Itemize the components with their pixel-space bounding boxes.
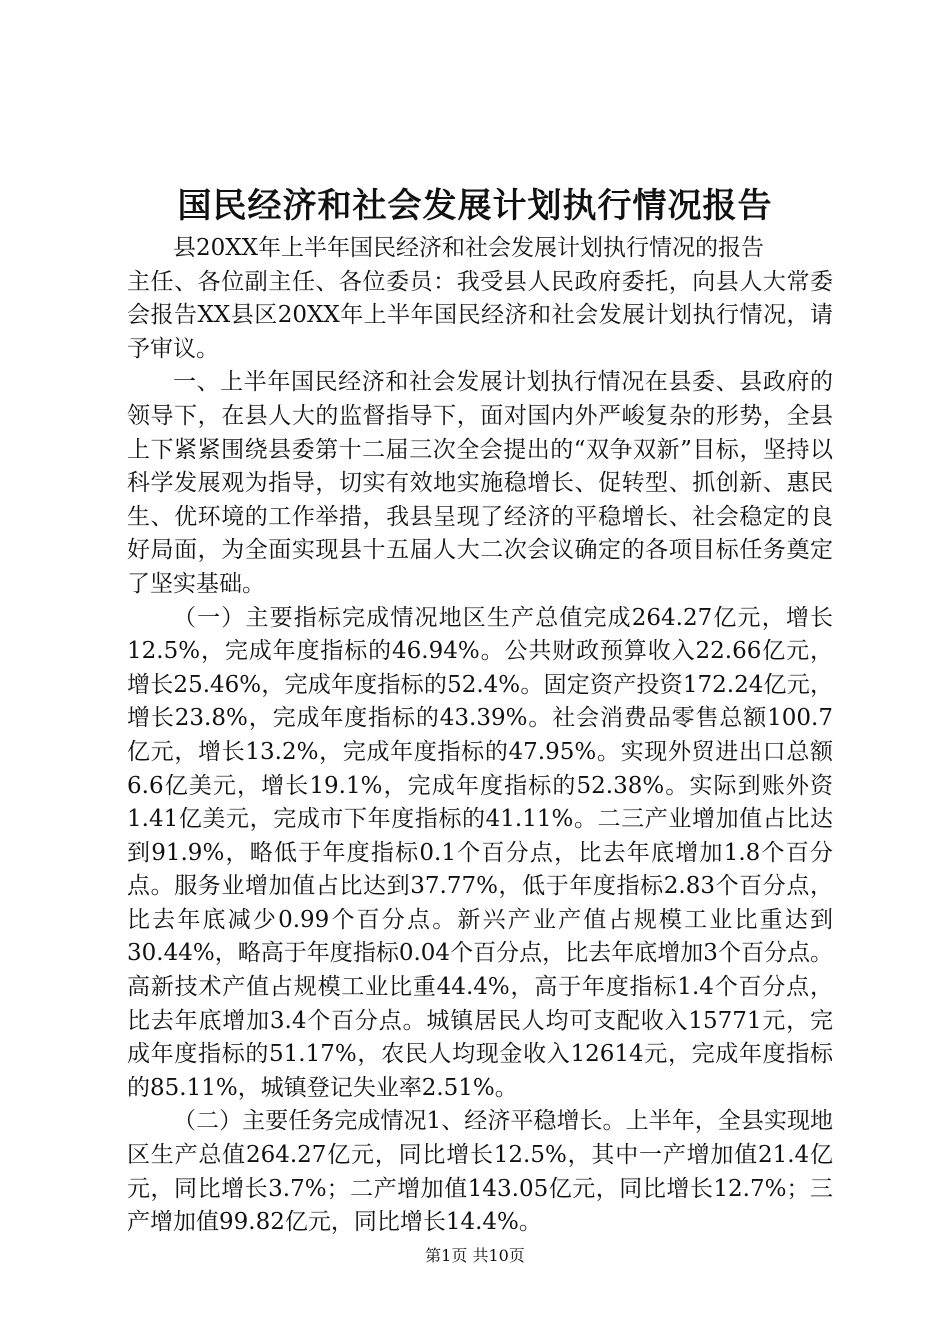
document-body <box>127 232 833 1240</box>
paragraph-main-indicators: （一）主要指标完成情况地区生产总值完成264.27亿元，增长12.5%，完成年度指标的46.94%。公共财政预算收入22.66亿元，增长25.46%，完成年度指标的52.4%。固定资产投资172.24亿元，增长23.8%，完成年度指标的43.39%。社会消费品零售总额100.7亿元，增长13.2%，完成年度指标的47.95%。实现外贸进出口总额6.6亿美元，增长19.1%，完成年度指标的52.38%。实际到账外资1.41亿美元，完成市下年度指标的41.11%。二三产业增加值占比达到91.9%，略低于年度指标0.1个百分点，比去年底增加1.8个百分点。服务业增加值占比达到37.77%，低于年度指标2.83个百分点，比去年底减少0.99个百分点。新兴产业产值占规模工业比重达到30.44%，略高于年度指标0.04个百分点，比去年底增加3个百分点。高新技术产值占规模工业比重44.4%，高于年度指标1.4个百分点，比去年底增加3.4个百分点。城镇居民人均可支配收入15771元，完成年度指标的51.17%，农民人均现金收入12614元，完成年度指标的85.11%，城镇登记失业率2.51%。 <box>127 604 833 1101</box>
document-title: 国民经济和社会发展计划执行情况报告 <box>177 186 773 226</box>
paragraph-heading-line: 县20XX年上半年国民经济和社会发展计划执行情况的报告 <box>173 235 765 261</box>
paragraph-main-tasks: （二）主要任务完成情况1、经济平稳增长。上半年，全县实现地区生产总值264.27亿元，同比增长12.5%，其中一产增加值21.4亿元，同比增长3.7%；二产增加值143.05亿元，同比增长12.7%；三产增加值99.82亿元，同比增长14.4%。 <box>127 1108 833 1236</box>
page-footer: 第1页 共10页 <box>425 1246 525 1265</box>
paragraph-overview: 一、上半年国民经济和社会发展计划执行情况在县委、县政府的领导下，在县人大的监督指导下，面对国内外严峻复杂的形势，全县上下紧紧围绕县委第十二届三次全会提出的“双争双新”目标，坚持以科学发展观为指导，切实有效地实施稳增长、促转型、抓创新、惠民生、优环境的工作举措，我县呈现了经济的平稳增长、社会稳定的良好局面，为全面实现县十五届人大二次会议确定的各项目标任务奠定了坚实基础。 <box>127 369 833 597</box>
paragraph-salutation: 主任、各位副主任、各位委员：我受县人民政府委托，向县人大常委会报告XX县区20XX年上半年国民经济和社会发展计划执行情况，请予审议。 <box>127 268 833 362</box>
